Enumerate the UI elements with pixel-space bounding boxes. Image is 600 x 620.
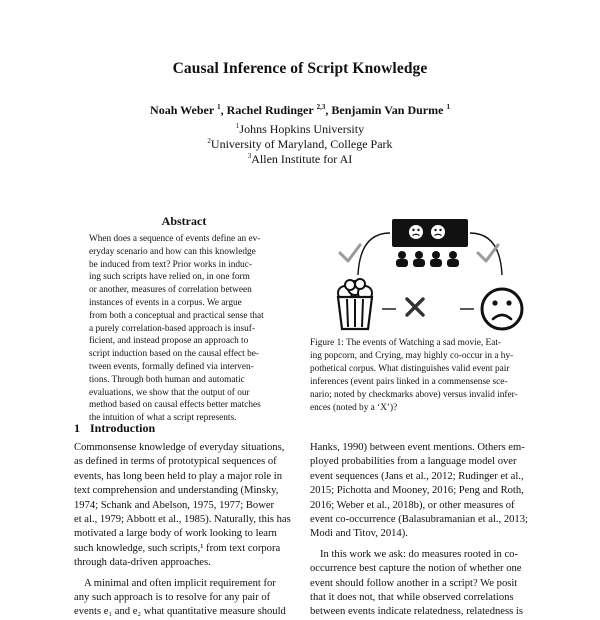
affiliation-text: Allen Institute for AI xyxy=(251,152,353,166)
affiliation-text: Johns Hopkins University xyxy=(239,122,365,136)
text-line: A minimal and often implicit requirement for xyxy=(84,577,276,589)
text-line: instances of events in a corpus. We argue xyxy=(89,297,242,308)
text-line: a purely correlation-based approach is insuf- xyxy=(89,323,255,334)
text-line: Modi and Titov, 2014). xyxy=(310,528,408,540)
affiliation xyxy=(0,148,600,167)
affiliation-text: University of Maryland, College Park xyxy=(210,137,393,151)
affiliation-mark: 1 xyxy=(235,122,240,130)
affiliation-mark: 3 xyxy=(247,152,252,160)
author-affiliation-mark: 2,3 xyxy=(316,103,326,111)
text-line: event sequences (Jans et al., 2012; Rudinger et al., xyxy=(310,470,524,482)
figure-1-illustration xyxy=(330,215,530,335)
text-line: motivated a large body of work looking to learn xyxy=(74,528,277,540)
author-list xyxy=(0,103,600,118)
text-line: the intuition of what a script represents. xyxy=(89,413,237,424)
checkmark-icon xyxy=(478,245,498,261)
figure-caption xyxy=(310,337,532,414)
movie-theater-icon xyxy=(392,219,468,267)
section-title: Introduction xyxy=(90,421,156,435)
text-line: occurrence best capture the notion of whether one xyxy=(310,563,522,575)
left-column-text xyxy=(74,441,300,620)
text-line: between events indicate relatedness, relatedness is xyxy=(310,606,523,618)
text-line: tween events, formally defined via interven- xyxy=(89,361,254,372)
text-line: that it does not, that while observed correlations xyxy=(310,592,514,604)
arc-right xyxy=(470,233,502,275)
text-line: ficient, and instead propose an approach to xyxy=(89,336,249,347)
section-number: 1 xyxy=(74,421,80,435)
abstract-body xyxy=(89,233,285,425)
text-line: inferences (event pairs linked in a commensense sce- xyxy=(310,376,508,387)
text-line: In this work we ask: do measures rooted in co- xyxy=(320,548,518,560)
popcorn-icon xyxy=(338,279,372,329)
text-line: or another, measures of correlation between xyxy=(89,285,252,296)
text-line: nario; noted by checkmarks above) versus invalid infer- xyxy=(310,389,518,400)
section-heading xyxy=(74,421,155,436)
x-mark-icon xyxy=(407,299,423,315)
text-line: Figure 1: The events of Watching a sad movie, Eat- xyxy=(310,338,501,348)
text-line: text comprehension and understanding (Minsky, xyxy=(74,485,279,497)
text-line: from both a conceptual and practical sense that xyxy=(89,310,264,321)
right-column-text xyxy=(310,441,538,620)
text-line: script induction based on the causal effect be- xyxy=(89,349,259,360)
text-line: through data-driven approaches. xyxy=(74,557,211,569)
sad-face-icon xyxy=(482,289,522,329)
arc-left xyxy=(358,233,390,275)
text-line: events e₁ and e₂ what quantitative measure should xyxy=(74,606,286,618)
text-line: any such approach is to resolve for any pair of xyxy=(74,592,271,604)
affiliation-mark: 2 xyxy=(207,137,211,145)
paper-title: Causal Inference of Script Knowledge xyxy=(172,60,428,77)
text-line: method based on causal effects better matches xyxy=(89,400,261,411)
author-affiliation-mark: 1 xyxy=(217,103,221,111)
text-line: ployed probabilities from a language model over xyxy=(310,456,517,468)
text-line: event co-occurrence (Balasubramanian et al., 2013; xyxy=(310,514,528,526)
text-line: et al., 1979; Abbott et al., 1985). Naturally, this has xyxy=(74,514,291,526)
text-line: be induced from text? Prior works in induc- xyxy=(89,259,252,270)
author-separator: , xyxy=(325,103,329,117)
abstract-heading: Abstract xyxy=(161,214,207,228)
text-line: Commonsense knowledge of everyday situations, xyxy=(74,442,285,453)
text-line: pothetical corpus. What distinguishes valid event pair xyxy=(310,363,510,374)
checkmark-icon xyxy=(340,245,360,261)
text-line: as defined in terms of prototypical sequences of xyxy=(74,456,277,468)
author-name: Noah Weber xyxy=(150,103,215,117)
text-line: 1974; Schank and Abelson, 1975, 1977; Bower xyxy=(74,499,275,511)
text-line: event should follow another in a script? We posit xyxy=(310,577,518,589)
text-line: eryday scenario and how can this knowledge xyxy=(89,246,256,257)
text-line: tions. Through both human and automatic xyxy=(89,374,245,385)
text-line: ing such scripts have relied on, in one form xyxy=(89,272,250,283)
author-affiliation-mark: 1 xyxy=(446,103,450,111)
text-line: ing popcorn, and Crying, may highly co-occur in a hy- xyxy=(310,350,514,361)
text-line: Hanks, 1990) between event mentions. Others em- xyxy=(310,442,525,453)
text-line: evaluations, we show that the output of our xyxy=(89,387,250,398)
text-line: events, has long been held to play a major role in xyxy=(74,470,282,482)
author-name: Benjamin Van Durme xyxy=(331,103,444,117)
text-line: 2016; Weber et al., 2018b), or other measures of xyxy=(310,499,515,511)
author-separator: , xyxy=(220,103,224,117)
text-line: ences (noted by a ‘X’)? xyxy=(310,402,398,413)
author-name: Rachel Rudinger xyxy=(226,103,314,117)
text-line: such knowledge, such scripts,¹ from text corpora xyxy=(74,542,281,554)
text-line: When does a sequence of events define an ev- xyxy=(89,234,261,244)
text-line: 2015; Pichotta and Mooney, 2016; Peng and Roth, xyxy=(310,485,524,497)
